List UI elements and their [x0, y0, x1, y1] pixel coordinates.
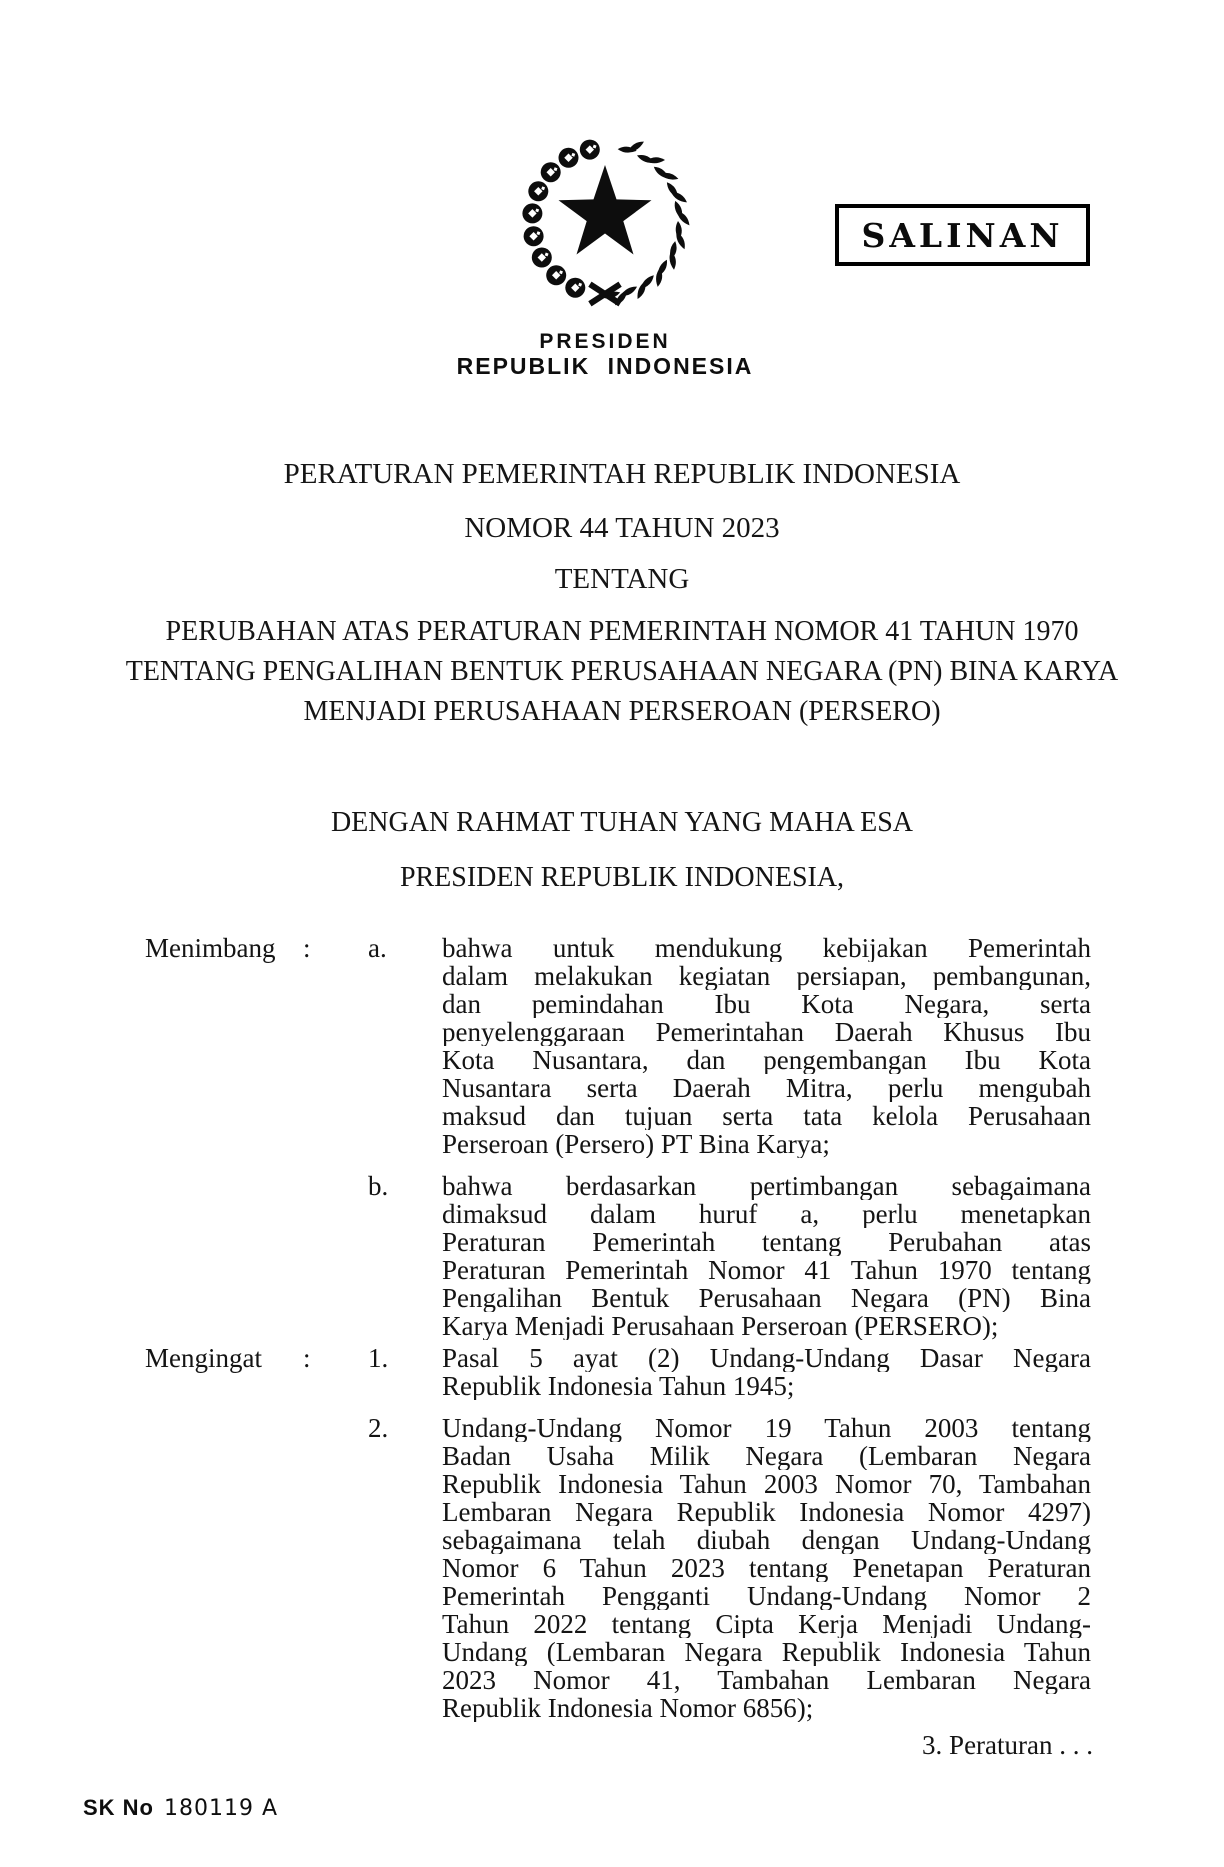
text-line: bahwa berdasarkan pertimbangan sebagaimana — [442, 1172, 1091, 1200]
sk-number-prefix: SK No — [83, 1795, 154, 1820]
consideration-a-text — [442, 934, 1091, 1158]
state-star-wreath-emblem-icon — [508, 136, 703, 308]
text-line: dimaksud dalam huruf a, perlu menetapkan — [442, 1200, 1091, 1228]
page-catchword: 3. Peraturan . . . — [922, 1730, 1093, 1760]
emblem-svg — [508, 136, 703, 308]
legal-basis-item-1 — [145, 1344, 1091, 1400]
text-line: penyelenggaraan Pemerintahan Daerah Khusus Ibu — [442, 1018, 1091, 1046]
menimbang-colon: : — [303, 933, 311, 963]
sk-number-value: 180119 A — [164, 1796, 279, 1821]
text-line: Pasal 5 ayat (2) Undang-Undang Dasar Negara — [442, 1344, 1091, 1372]
text-line: Undang-Undang Nomor 19 Tahun 2003 tentang — [442, 1414, 1091, 1442]
text-line: Republik Indonesia Nomor 6856); — [442, 1694, 814, 1722]
text-line: Badan Usaha Milik Negara (Lembaran Negara — [442, 1442, 1091, 1470]
text-line: Tahun 2022 tentang Cipta Kerja Menjadi Undang- — [442, 1610, 1091, 1638]
authority-line: PRESIDEN REPUBLIK INDONESIA, — [399, 862, 845, 893]
text-line: Peraturan Pemerintah Nomor 41 Tahun 1970 tentang — [442, 1256, 1091, 1284]
text-line: bahwa untuk mendukung kebijakan Pemerintah — [442, 934, 1091, 962]
salinan-copy-stamp — [835, 204, 1090, 266]
regulation-title: PERATURAN PEMERINTAH REPUBLIK INDONESIA — [283, 458, 961, 490]
text-line: Lembaran Negara Republik Indonesia Nomor 4297) — [442, 1498, 1091, 1526]
text-line: Peraturan Pemerintah tentang Perubahan atas — [442, 1228, 1091, 1256]
text-line: Pengalihan Bentuk Perusahaan Negara (PN) Bina — [442, 1284, 1091, 1312]
text-line: Republik Indonesia Tahun 2003 Nomor 70, Tambahan — [442, 1470, 1091, 1498]
mengingat-colon: : — [303, 1343, 311, 1373]
text-line: Karya Menjadi Perusahaan Perseroan (PERSERO); — [442, 1312, 999, 1340]
legal-basis-section — [145, 1344, 1091, 1722]
consideration-b-text — [442, 1172, 1091, 1340]
text-line: Republik Indonesia Tahun 1945; — [442, 1372, 795, 1400]
text-line: maksud dan tujuan serta tata kelola Perusahaan — [442, 1102, 1091, 1130]
legal-basis-2-text — [442, 1414, 1091, 1722]
sk-document-number — [83, 1795, 278, 1821]
invocation-line: DENGAN RAHMAT TUHAN YANG MAHA ESA — [330, 807, 914, 838]
text-line: PERUBAHAN ATAS PERATURAN PEMERINTAH NOMOR 41 TAHUN 1970 — [165, 616, 1079, 647]
item-marker-a: a. — [368, 933, 387, 963]
item-marker-2: 2. — [368, 1413, 389, 1443]
salinan-stamp-label: SALINAN — [861, 215, 1064, 255]
letterhead-republik-indonesia: REPUBLIK INDONESIA — [456, 353, 754, 379]
text-line: TENTANG PENGALIHAN BENTUK PERUSAHAAN NEGARA (PN) BINA KARYA — [125, 656, 1119, 687]
text-line: dan pemindahan Ibu Kota Negara, serta — [442, 990, 1091, 1018]
text-line: Undang (Lembaran Negara Republik Indonesia Tahun — [442, 1638, 1091, 1666]
regulation-subject — [62, 612, 1182, 732]
letterhead — [445, 330, 765, 379]
text-line: Nomor 6 Tahun 2023 tentang Penetapan Peraturan — [442, 1554, 1091, 1582]
text-line: 2023 Nomor 41, Tambahan Lembaran Negara — [442, 1666, 1091, 1694]
legal-basis-item-2 — [145, 1414, 1091, 1722]
legal-basis-1-text — [442, 1344, 1091, 1400]
regulation-number: NOMOR 44 TAHUN 2023 — [464, 512, 780, 544]
text-line: Pemerintah Pengganti Undang-Undang Nomor 2 — [442, 1582, 1091, 1610]
text-line: MENJADI PERUSAHAAN PERSEROAN (PERSERO) — [303, 696, 941, 727]
text-line: Perseroan (Persero) PT Bina Karya; — [442, 1130, 830, 1158]
item-marker-b: b. — [368, 1171, 389, 1201]
consideration-item-a — [145, 934, 1091, 1158]
considerations-section — [145, 934, 1091, 1340]
consideration-item-b — [145, 1172, 1091, 1340]
menimbang-label: Menimbang — [145, 933, 276, 963]
letterhead-presiden: PRESIDEN — [539, 330, 671, 353]
text-line: dalam melakukan kegiatan persiapan, pembangunan, — [442, 962, 1091, 990]
item-marker-1: 1. — [368, 1343, 389, 1373]
mengingat-label: Mengingat — [145, 1343, 262, 1373]
text-line: Kota Nusantara, dan pengembangan Ibu Kota — [442, 1046, 1091, 1074]
text-line: sebagaimana telah diubah dengan Undang-Undang — [442, 1526, 1091, 1554]
tentang-label: TENTANG — [554, 563, 690, 595]
text-line: Nusantara serta Daerah Mitra, perlu mengubah — [442, 1074, 1091, 1102]
